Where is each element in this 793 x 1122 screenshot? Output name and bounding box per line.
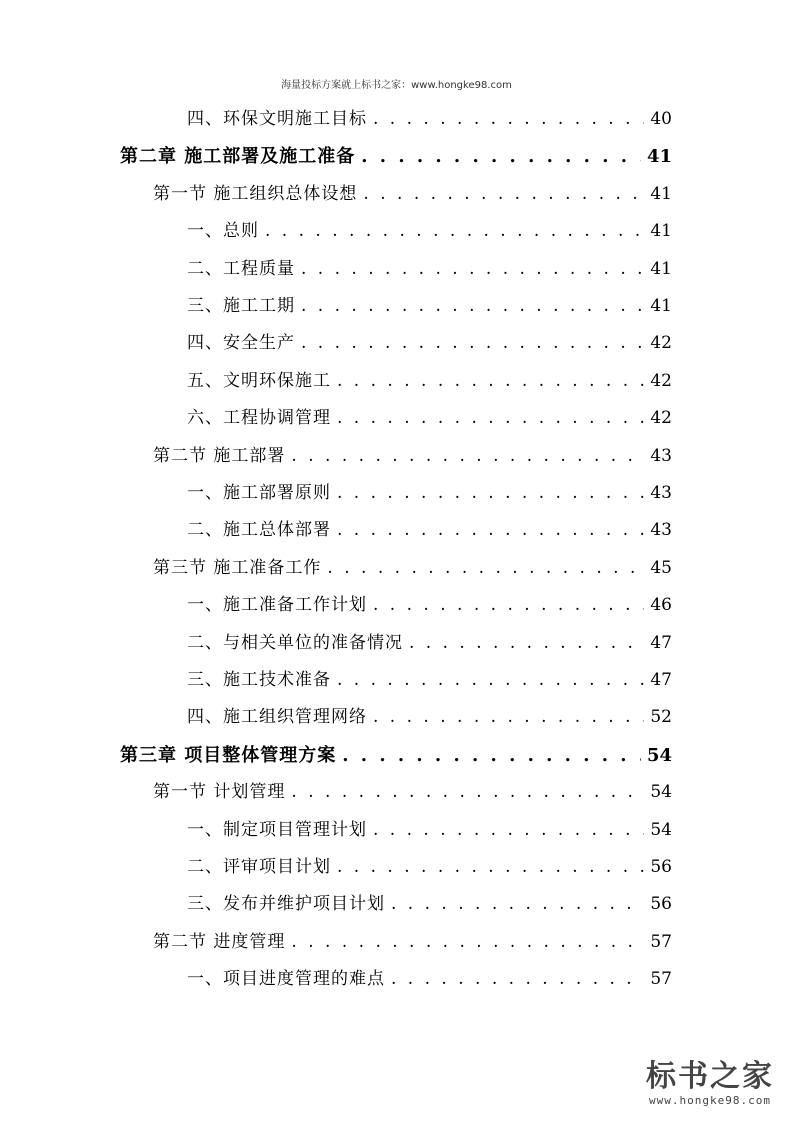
toc-page-number: 56: [650, 894, 672, 915]
toc-page-number: 47: [650, 632, 672, 653]
toc-label: 第二节 进度管理: [153, 931, 286, 952]
toc-page-number: 43: [650, 445, 672, 466]
toc-leader-dots: [391, 886, 644, 923]
toc-leader-dots: [327, 550, 644, 587]
toc-label: 五、文明环保施工: [187, 370, 331, 391]
toc-page-number: 40: [650, 109, 672, 129]
toc-label: 六、工程协调管理: [187, 408, 331, 429]
toc-row[interactable]: [187, 325, 672, 362]
toc-page-number: 54: [650, 782, 672, 803]
toc-page-number: 57: [650, 931, 672, 952]
toc-leader-dots: [337, 475, 644, 512]
toc-label: 四、环保文明施工目标: [187, 109, 367, 129]
toc-label: 二、工程质量: [187, 258, 295, 279]
toc-label: 第二节 施工部署: [153, 445, 286, 466]
page-header: 海量投标方案就上标书之家：www.hongke98.com: [281, 80, 512, 91]
toc-page-number: 54: [646, 744, 672, 766]
toc-label: 三、施工技术准备: [187, 670, 331, 690]
toc-leader-dots: [363, 176, 644, 213]
logo-wordmark: 标书之家: [646, 1059, 774, 1094]
toc-page-number: 56: [650, 857, 672, 877]
toc-page-number: 57: [650, 969, 672, 990]
toc-row[interactable]: [187, 251, 672, 288]
toc-page-number: 43: [650, 483, 672, 503]
toc-row[interactable]: [187, 587, 672, 624]
toc-page-number: 42: [650, 333, 672, 354]
toc-leader-dots: [291, 438, 644, 475]
toc-page-number: 42: [650, 408, 672, 429]
toc-leader-dots: [337, 512, 644, 549]
toc-label: 第二章 施工部署及施工准备: [120, 146, 356, 168]
toc-label: 一、制定项目管理计划: [187, 819, 367, 840]
toc-leader-dots: [337, 849, 644, 886]
toc-leader-dots: [337, 662, 644, 699]
toc-label: 第三节 施工准备工作: [153, 557, 322, 578]
toc-label: 四、施工组织管理网络: [187, 707, 367, 728]
toc-leader-dots: [373, 699, 644, 736]
toc-row[interactable]: [187, 363, 672, 400]
toc-leader-dots: [301, 251, 644, 288]
toc-row[interactable]: [187, 213, 672, 250]
toc-row[interactable]: [153, 176, 672, 213]
toc-row[interactable]: [187, 512, 672, 549]
toc-label: 二、施工总体部署: [187, 520, 331, 541]
toc-row[interactable]: [187, 699, 672, 736]
toc-leader-dots: [391, 961, 644, 998]
toc-label: 第一节 施工组织总体设想: [153, 183, 358, 204]
toc-page-number: 46: [650, 595, 672, 616]
toc-leader-dots: [409, 625, 644, 662]
toc-label: 第三章 项目整体管理方案: [120, 744, 337, 766]
toc-leader-dots: [361, 138, 641, 175]
toc-leader-dots: [291, 774, 644, 811]
toc-label: 第一节 计划管理: [153, 782, 286, 803]
toc-page-number: 41: [650, 258, 672, 279]
toc-row[interactable]: [187, 961, 672, 998]
toc-row[interactable]: [187, 288, 672, 325]
toc-row[interactable]: [187, 400, 672, 437]
toc-row[interactable]: [187, 812, 672, 849]
toc-row[interactable]: [153, 924, 672, 961]
toc-row[interactable]: [153, 438, 672, 475]
toc-page-number: 43: [650, 520, 672, 541]
toc-label: 一、项目进度管理的难点: [187, 969, 385, 990]
toc-label: 一、总则: [187, 221, 259, 242]
toc-page-number: 41: [650, 296, 672, 316]
toc-row[interactable]: [187, 475, 672, 512]
toc-label: 二、与相关单位的准备情况: [187, 632, 403, 653]
toc-row[interactable]: [187, 849, 672, 886]
toc-leader-dots: [342, 737, 641, 774]
toc-row[interactable]: [153, 550, 672, 587]
toc-row[interactable]: [153, 774, 672, 811]
toc-page-number: 41: [650, 221, 672, 242]
toc-label: 一、施工准备工作计划: [187, 595, 367, 616]
toc-row[interactable]: [187, 886, 672, 923]
toc-row[interactable]: [120, 737, 672, 774]
toc-leader-dots: [301, 288, 644, 325]
toc-row[interactable]: [187, 625, 672, 662]
toc-page-number: 42: [650, 370, 672, 391]
toc-row[interactable]: [120, 138, 672, 175]
logo-url: www.hongke98.com: [649, 1094, 771, 1107]
toc-label: 四、安全生产: [187, 333, 295, 354]
toc-page-number: 52: [650, 707, 672, 728]
toc-page-number: 41: [650, 183, 672, 204]
toc-leader-dots: [373, 101, 644, 138]
toc-leader-dots: [337, 400, 644, 437]
toc-row[interactable]: [187, 101, 672, 138]
toc-leader-dots: [373, 812, 644, 849]
toc-row[interactable]: [187, 662, 672, 699]
toc-label: 二、评审项目计划: [187, 857, 331, 877]
toc-label: 一、施工部署原则: [187, 483, 331, 503]
toc-page-number: 47: [650, 670, 672, 690]
toc-leader-dots: [291, 924, 644, 961]
toc-leader-dots: [301, 325, 644, 362]
watermark-logo: [635, 1060, 785, 1108]
toc-leader-dots: [337, 363, 644, 400]
toc-page-number: 41: [646, 146, 672, 168]
toc-page-number: 54: [650, 819, 672, 840]
toc-leader-dots: [265, 213, 644, 250]
toc-label: 三、施工工期: [187, 296, 295, 316]
toc-leader-dots: [373, 587, 644, 624]
toc-page-number: 45: [650, 557, 672, 578]
toc-label: 三、发布并维护项目计划: [187, 894, 385, 915]
